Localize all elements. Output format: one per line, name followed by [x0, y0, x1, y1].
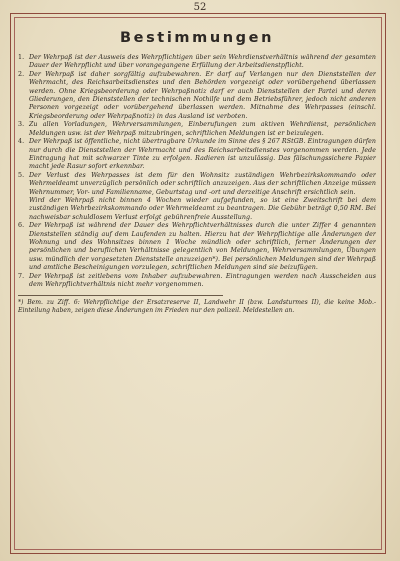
- rule-item: [18, 172, 376, 222]
- rule-number: 1.: [18, 54, 25, 61]
- rule-number: 6.: [18, 222, 25, 230]
- content-area: [18, 20, 376, 548]
- rule-text: Der Verlust des Wehrpasses ist dem für den Wohnsitz zuständigen Wehrbezirkskommando oder Wehrmeldeamt unverzüglich persönlich oder schriftlich anzuzeigen. Aus der schriftlichen Anzeige müssen Wehrnummer, Vor- und Familienname, Geburtstag und -ort und derzeitige Anschrift ersichtlich sein.: [29, 172, 376, 196]
- rule-text: Wird der Wehrpaß nicht binnen 4 Wochen wieder aufgefunden, so ist eine Zweitschrift bei dem zuständigen Wehrbezirkskommando oder Wehrmeldeamt zu beantragen. Die Gebühr beträgt 0,50 RM. Bei nachweisbar schuldlosem Verlust erfolgt gebührenfreie Ausstellung.: [29, 197, 376, 221]
- page-number: 52: [193, 2, 207, 13]
- rule-number: 4.: [18, 138, 25, 146]
- footnote-divider: [18, 295, 223, 296]
- page-title: Bestimmungen: [119, 30, 275, 46]
- rule-item: [18, 138, 376, 171]
- rule-text: Der Wehrpaß ist zeitlebens vom Inhaber aufzubewahren. Eintragungen werden nach Ausscheiden aus dem Wehrpflichtverhältnis nicht mehr vorgenommen.: [29, 272, 376, 289]
- rule-text: Der Wehrpaß ist öffentliche, nicht übertragbare Urkunde im Sinne des § 267 RStGB. Eintragungen dürfen nur durch die Dienststellen der Wehrmacht und des Reichsarbeitsdienstes vorgenommen werden. Jede Eintragung hat mit schwarzer Tinte zu erfolgen. Radieren ist unzulässig. Das fälschungssichere Papier macht jede Rasur sofort erkennbar.: [29, 138, 376, 171]
- rule-number: 3.: [18, 121, 25, 129]
- rule-text: Der Wehrpaß ist daher sorgfältig aufzubewahren. Er darf auf Verlangen nur den Dienststellen der Wehrmacht, des Reichsarbeitsdienstes und den Behörden vorgezeigt oder vorübergehend überlassen werden. Ohne Kriegsbeorderung oder Wehrpaßnotiz darf er auch Dienststellen der Partei und deren Gliederungen, den Dienststellen der technischen Nothilfe und dem Betriebsführer, jedoch nicht anderen Personen vorgezeigt oder vorübergehend überlassen werden. Mitnahme des Wehrpasses (einschl. Kriegsbeorderung oder Wehrpaßnotiz) in das Ausland ist verboten.: [29, 71, 376, 120]
- rule-item: [18, 71, 376, 121]
- rules-list: [18, 54, 376, 289]
- rule-item: [18, 54, 376, 71]
- footnote: *) Bem. zu Ziff. 6: Wehrpflichtige der Ersatzreserve II, Landwehr II (bzw. Landsturmes II), die keine Mob.-Einteilung haben, zeigen diese Änderungen im Frieden nur den polizeil. Meldestellen an.: [18, 299, 376, 315]
- rule-number: 2.: [18, 71, 25, 79]
- rule-item: [18, 222, 376, 272]
- rule-item: [18, 273, 376, 290]
- rule-text: Zu allen Vorladungen, Wehrversammlungen, Einberufungen zum aktiven Wehrdienst, persönlichen Meldungen usw. ist der Wehrpaß mitzubringen, schriftlichen Meldungen ist er beizulegen.: [29, 121, 376, 137]
- rule-item: [18, 121, 376, 138]
- rule-text: Der Wehrpaß ist der Ausweis des Wehrpflichtigen über sein Wehrdienstverhältnis während der gesamten Dauer der Wehrpflicht und über vorangegangene Erfüllung der Arbeitsdienstpflicht.: [29, 54, 376, 70]
- rule-text: Der Wehrpaß ist während der Dauer des Wehrpflichtverhältnisses durch die unter Ziffer 4 genannten Dienststellen ständig auf dem Laufenden zu halten. Hierzu hat der Wehrpflichtige alle Änderungen der Wohnung und des Wohnsitzes binnen 1 Woche mündlich oder schriftlich, ferner Änderungen der persönlichen und beruflichen Verhältnisse gelegentlich von Meldungen, Wehrversammlungen, Übungen usw. mündlich der vorgesetzten Dienststelle anzuzeigen*). Bei persönlichen Meldungen sind der Wehrpaß und amtliche Bescheinigungen vorzulegen, schriftlichen Meldungen sind sie beizufügen.: [29, 222, 376, 271]
- rule-number: 5.: [18, 172, 25, 180]
- rule-number: 7.: [18, 272, 25, 280]
